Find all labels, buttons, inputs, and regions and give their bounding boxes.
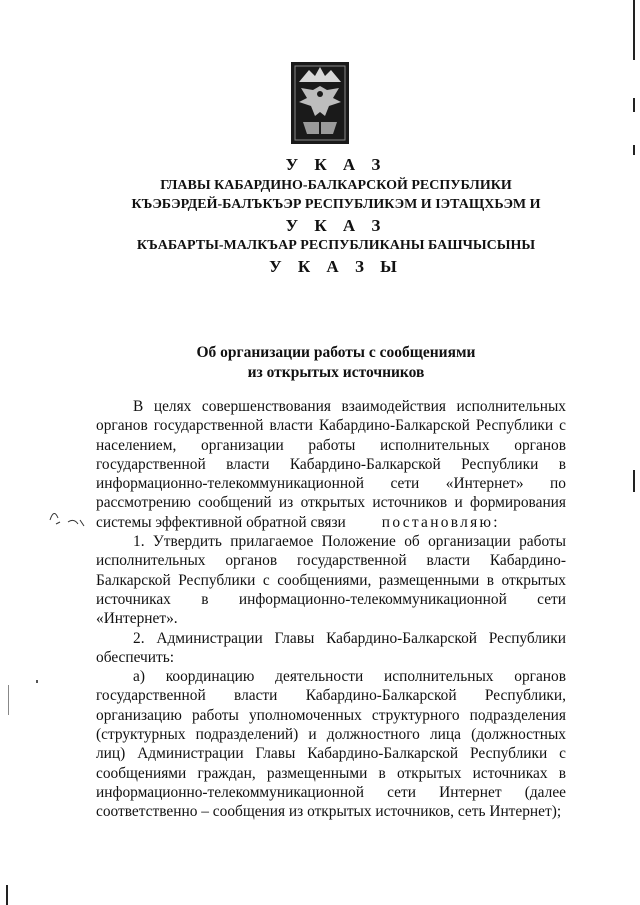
decree-word-ru: У К А З — [285, 155, 387, 174]
item-2a-paragraph: а) координацию деятельности исполнительных органов государственной власти Кабардино-Балкарской Республики, организацию работы уполномоченных структурного подразделения (структурных подразделений) и должностного лица (должностных лиц) Администрации Главы Кабардино-Балкарской Республики с сообщениями граждан, размещенными в открытых источниках в информационно-телекоммуникационной сети Интернет (далее соответственно – сообщения из открытых источников, сеть Интернет); — [96, 668, 566, 821]
title-line-2: из открытых источников — [247, 364, 425, 381]
resolution-word: постановляю: — [381, 513, 500, 531]
scan-edge-line-right-2 — [633, 98, 635, 112]
document-body — [96, 397, 566, 822]
scan-edge-line-right-4 — [633, 470, 635, 492]
decree-word-krc: У К А З Ы — [269, 257, 403, 277]
margin-handwriting — [48, 506, 88, 531]
header-head-ru: ГЛАВЫ КАБАРДИНО-БАЛКАРСКОЙ РЕСПУБЛИКИ — [160, 177, 512, 193]
scan-edge-line-right-3 — [633, 145, 635, 155]
coat-of-arms-icon — [291, 62, 349, 144]
item-2-paragraph: 2. Администрации Главы Кабардино-Балкарской Республики обеспечить: — [96, 629, 566, 666]
scan-edge-line-left-1 — [6, 885, 8, 905]
decree-header — [96, 154, 576, 280]
intro-paragraph — [96, 397, 566, 532]
scan-dot — [36, 680, 38, 683]
document-title — [96, 343, 576, 383]
scan-edge-line-right-1 — [633, 0, 635, 60]
title-line-1: Об организации работы с сообщениями — [196, 344, 476, 361]
header-head-krc: КЪАБАРТЫ-МАЛКЪАР РЕСПУБЛИКАНЫ БАШЧЫСЫНЫ — [136, 238, 536, 254]
item-1-paragraph: 1. Утвердить прилагаемое Положение об организации работы исполнительных органов государственной власти Кабардино-Балкарской Республики с сообщениями, размещенными в открытых источниках в информационно-телекоммуникационной сети «Интернет». — [96, 533, 566, 628]
decree-word-kbd: У К А З — [285, 215, 387, 235]
header-head-kbd: КЪЭБЭРДЕЙ-БАЛЪКЪЭР РЕСПУБЛИКЭМ И IЭТАЩХЬЭМ И — [131, 196, 541, 212]
scan-edge-line-left-2 — [8, 685, 9, 715]
handwritten-mark-icon — [48, 506, 88, 528]
intro-text: В целях совершенствования взаимодействия исполнительных органов государственной власти Кабардино-Балкарской Республики с населением, организации работы исполнительных органов государственной власти Кабардино-Балкарской Республики в информационно-телекоммуникационной сети «Интернет» по рассмотрению сообщений из открытых источников и формирования системы эффективной обратной связи — [96, 398, 566, 531]
